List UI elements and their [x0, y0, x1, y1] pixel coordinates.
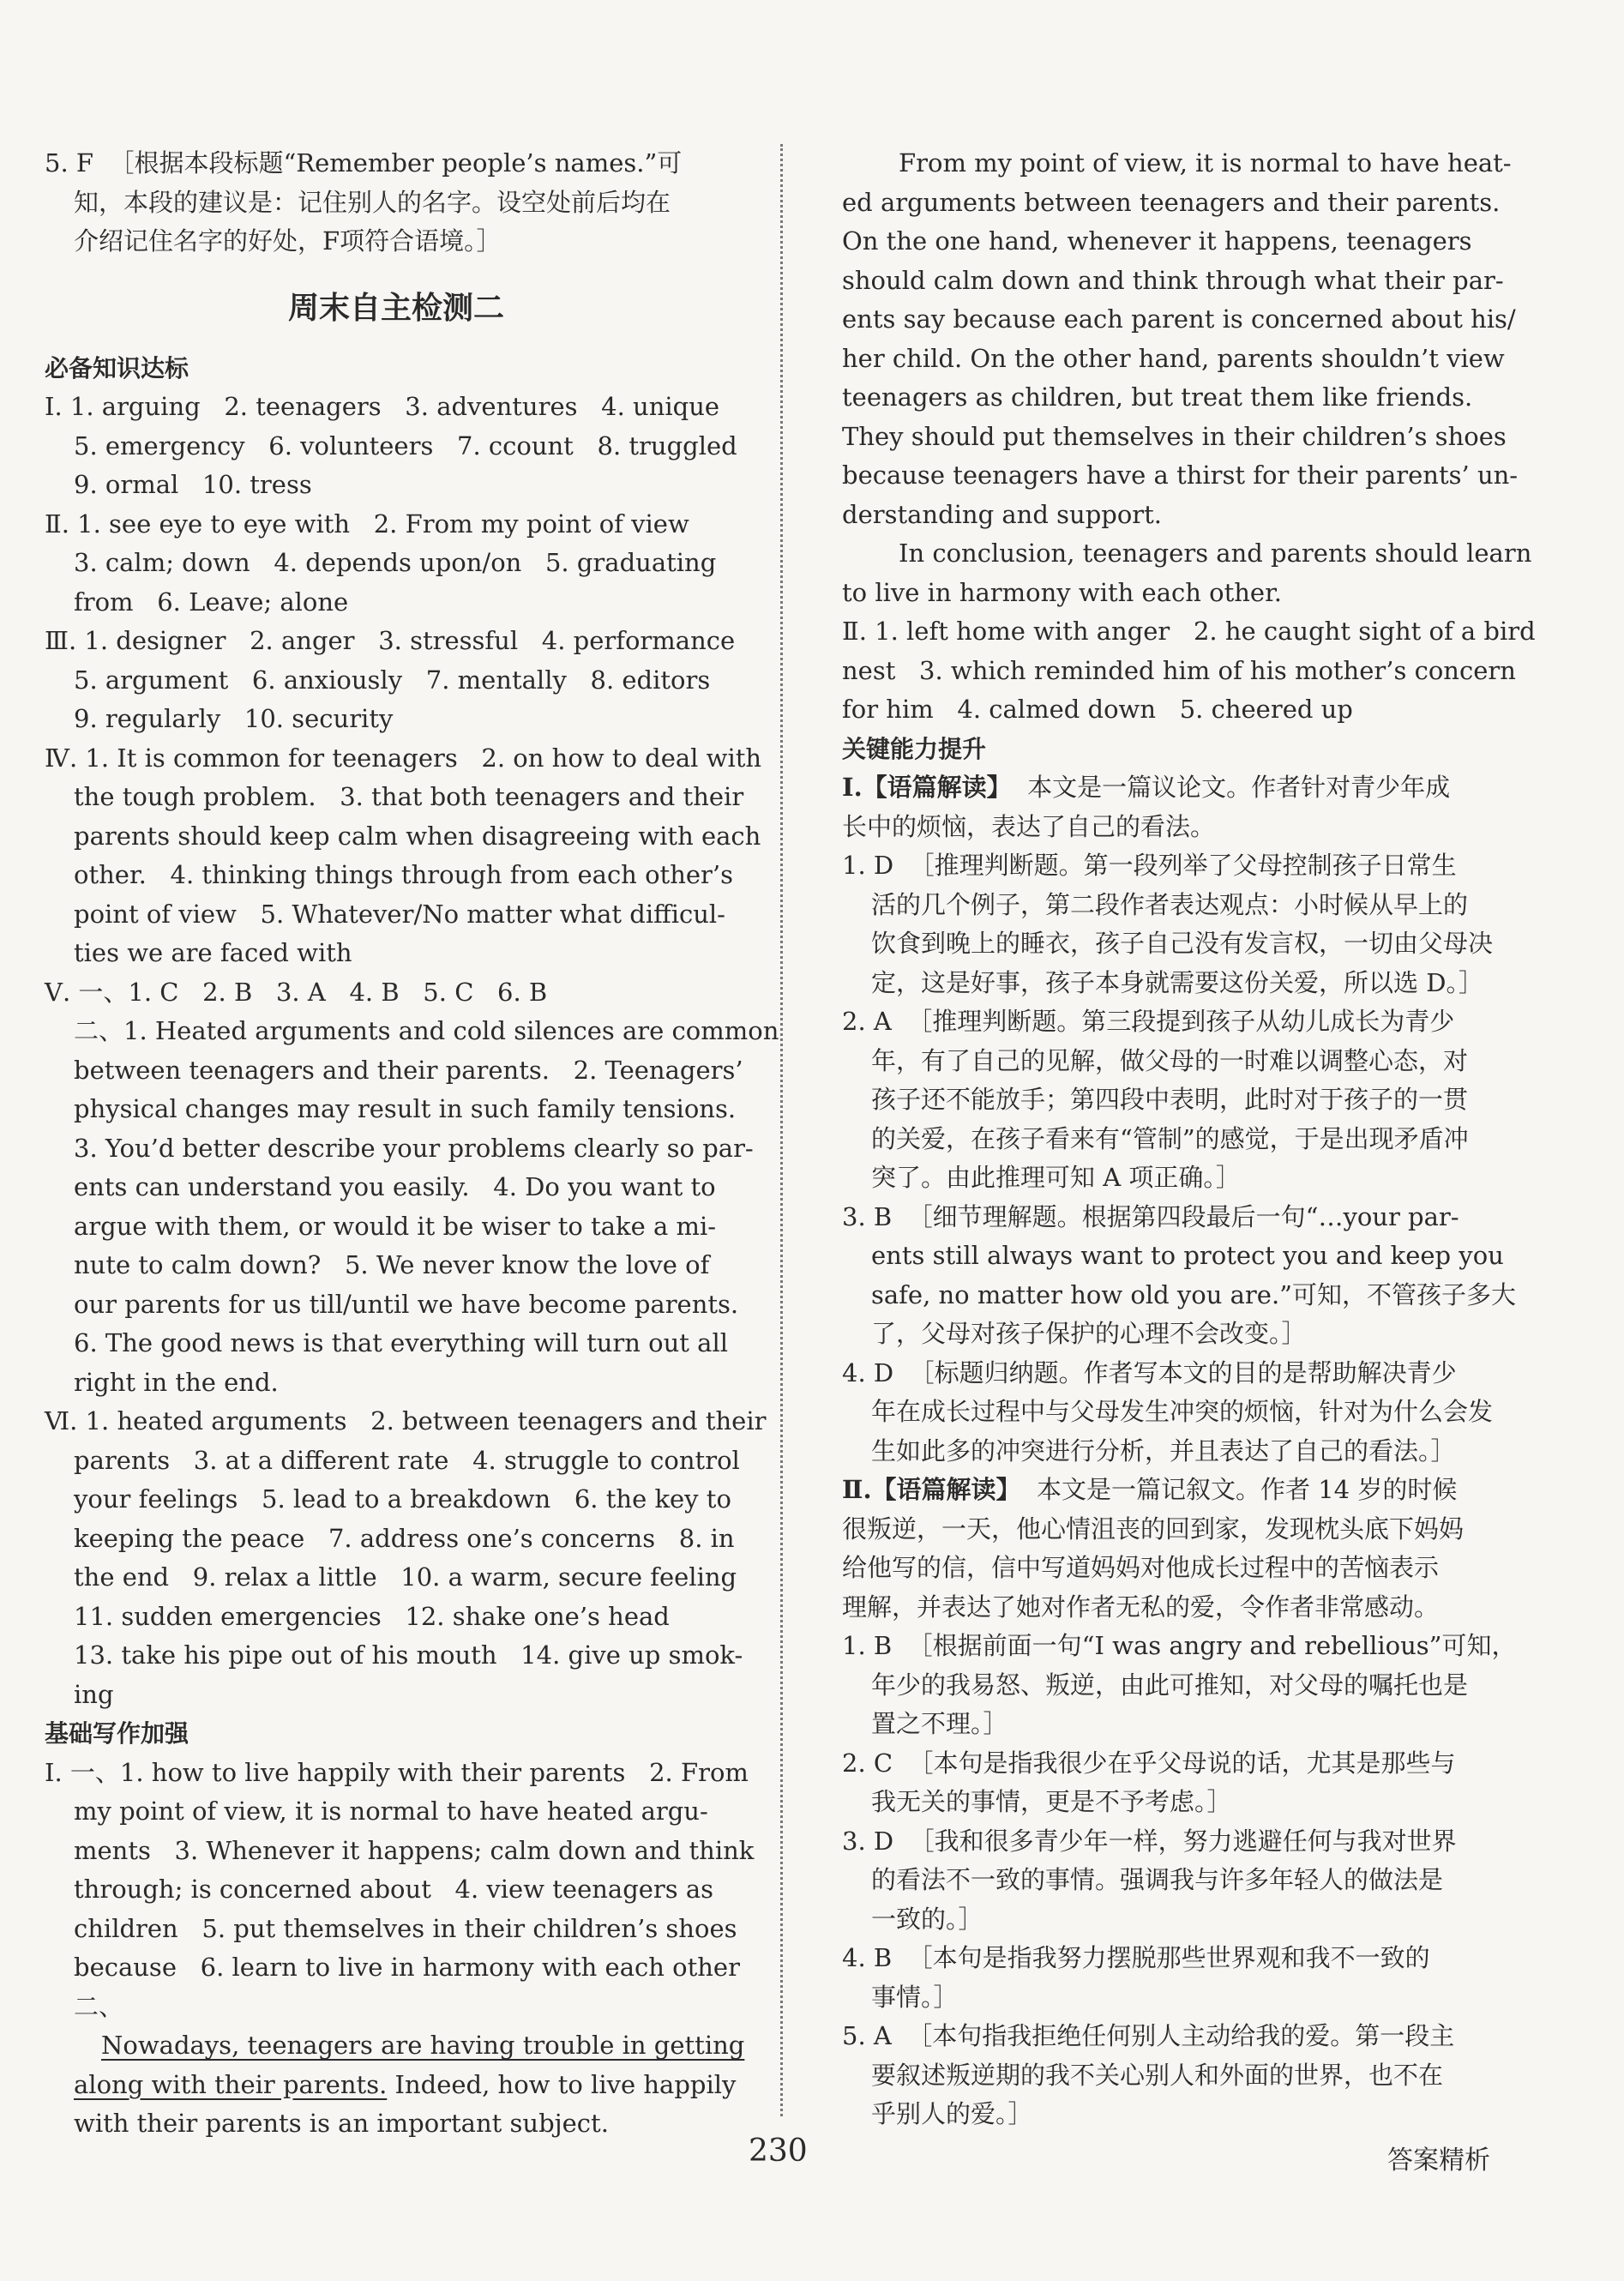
text-line: because 6. learn to live in harmony with each other — [74, 1953, 740, 1982]
passage-summary: 本文是一篇记叙文。作者 14 岁的时候 — [1020, 1475, 1458, 1504]
text-line: 年在成长过程中与父母发生冲突的烦恼，针对为什么会发 — [871, 1397, 1494, 1426]
text-line: 13. take his pipe out of his mouth 14. give up smok- — [74, 1640, 743, 1670]
text-line: 6. The good news is that everything will turn out all — [74, 1328, 729, 1357]
text-line: 年少的我易怒、叛逆，由此可推知，对父母的嘱托也是 — [871, 1670, 1469, 1700]
text-line: the end 9. relax a little 10. a warm, secure feeling — [74, 1562, 737, 1592]
text-line: my point of view, it is normal to have heated argu- — [74, 1797, 708, 1826]
text-line: 事情。］ — [871, 1982, 959, 2012]
text-line: argue with them, or would it be wiser to take a mi- — [74, 1211, 717, 1241]
essay-line: From my point of view, it is normal to have heat- — [899, 148, 1512, 178]
page-title: 周末自主检测二 — [287, 290, 504, 326]
text-line: Ⅴ. 一、1. C 2. B 3. A 4. B 5. C 6. B — [45, 977, 548, 1007]
text-line: 二、1. Heated arguments and cold silences are common — [74, 1016, 779, 1045]
text-line: 生如此多的冲突进行分析，并且表达了自己的看法。］ — [871, 1435, 1456, 1465]
text-line: 二、 — [74, 1991, 124, 2021]
text-line: 年，有了自己的见解，做父母的一时难以调整心态，对 — [871, 1045, 1469, 1075]
text-line: parents should keep calm when disagreeing with each — [74, 821, 761, 851]
essay-line: her child. On the other hand, parents shouldn’t view — [842, 343, 1505, 373]
text-line: 很叛逆，一天，他心情沮丧的回到家，发现枕头底下妈妈 — [842, 1514, 1465, 1544]
column-divider — [780, 144, 783, 2116]
text-line: 4. B ［本句是指我努力摆脱那些世界观和我不一致的 — [842, 1943, 1430, 1972]
section-heading: 关键能力提升 — [842, 734, 987, 763]
text-line: physical changes may result in such family tensions. — [74, 1094, 737, 1123]
text-line: the tough problem. 3. that both teenagers and their — [74, 782, 744, 811]
text-line: parents 3. at a different rate 4. struggle to control — [74, 1445, 740, 1475]
text-line: keeping the peace 7. address one’s concerns 8. in — [74, 1523, 735, 1553]
essay-line: because teenagers have a thirst for their parents’ un- — [842, 460, 1519, 490]
passage-tag: Ⅱ.【语篇解读】 — [842, 1475, 1021, 1504]
text-line: right in the end. — [74, 1367, 279, 1397]
section-heading: 基础写作加强 — [45, 1719, 189, 1748]
text-line: 长中的烦恼，表达了自己的看法。 — [842, 811, 1216, 841]
text-line: 3. D ［我和很多青少年一样，努力逃避任何与我对世界 — [842, 1826, 1457, 1856]
text-line: 活的几个例子，第二段作者表达观点：小时候从早上的 — [871, 889, 1469, 919]
text-line: 5. argument 6. anxiously 7. mentally 8. editors — [74, 665, 711, 695]
text-line: our parents for us till/until we have become parents. — [74, 1289, 739, 1319]
text-line: 饮食到晚上的睡衣，孩子自己没有发言权，一切由父母决 — [871, 929, 1494, 958]
text-line: children 5. put themselves in their children’s shoes — [74, 1913, 737, 1943]
text-line: Ⅳ. 1. It is common for teenagers 2. on how to deal with — [45, 743, 762, 773]
essay-line: derstanding and support. — [842, 499, 1163, 529]
text-line: 知，本段的建议是：记住别人的名字。设空处前后均在 — [74, 187, 671, 217]
text-line: 3. B ［细节理解题。根据第四段最后一句“…your par- — [842, 1201, 1459, 1231]
text-line: for him 4. calmed down 5. cheered up — [842, 695, 1353, 724]
left-column — [45, 144, 779, 2144]
text-line: 2. C ［本句是指我很少在乎父母说的话，尤其是那些与 — [842, 1748, 1456, 1778]
text-line: between teenagers and their parents. 2. Teenagers’ — [74, 1055, 743, 1085]
text-line: 乎别人的爱。］ — [871, 2099, 1033, 2128]
text-line: 4. D ［标题归纳题。作者写本文的目的是帮助解决青少 — [842, 1357, 1457, 1387]
text-line: 的关爱，在孩子看来有“管制”的感觉，于是出现矛盾冲 — [871, 1123, 1469, 1153]
text-line: 一致的。］ — [871, 1904, 983, 1934]
text-line: 1. B ［根据前面一句“I was angry and rebellious”可知， — [842, 1631, 1517, 1660]
essay-line — [45, 2026, 748, 2066]
text-line: safe, no matter how old you are.”可知，不管孩子多大 — [871, 1279, 1516, 1309]
text-line: from 6. Leave; alone — [74, 587, 349, 617]
section-heading: 必备知识达标 — [45, 353, 189, 382]
text-line — [842, 1471, 1511, 1510]
text-line: Ⅲ. 1. designer 2. anger 3. stressful 4. performance — [45, 626, 736, 655]
text-line: 定，这是好事，孩子本身就需要这份关爱，所以选 D。］ — [871, 967, 1483, 997]
text-line: nute to calm down? 5. We never know the love of — [74, 1250, 710, 1279]
text-line: 5. F ［根据本段标题“Remember people’s names.”可 — [45, 148, 683, 178]
text-line: 11. sudden emergencies 12. shake one’s head — [74, 1601, 670, 1631]
passage-tag: Ⅰ.【语篇解读】 — [842, 773, 1012, 802]
essay-line: ents say because each parent is concerned about his/ — [842, 304, 1516, 334]
essay-line: In conclusion, teenagers and parents should learn — [899, 539, 1532, 568]
text-line: 了，父母对孩子保护的心理不会改变。］ — [871, 1319, 1307, 1348]
essay-line — [45, 2066, 748, 2105]
essay-line: They should put themselves in their children’s shoes — [842, 421, 1507, 451]
text-line: Ⅱ. 1. see eye to eye with 2. From my point of view — [45, 509, 689, 539]
text-line: 的看法不一致的事情。强调我与许多年轻人的做法是 — [871, 1865, 1444, 1894]
text-line: 2. A ［推理判断题。第三段提到孩子从幼儿成长为青少 — [842, 1007, 1455, 1036]
text-line: 我无关的事情，更是不予考虑。］ — [871, 1787, 1232, 1816]
text-line: 5. A ［本句指我拒绝任何别人主动给我的爱。第一段主 — [842, 2021, 1455, 2050]
text-line: ing — [74, 1679, 114, 1709]
page-number: 230 — [749, 2134, 808, 2169]
essay-line: teenagers as children, but treat them like friends. — [842, 382, 1473, 412]
text-line: ents still always want to protect you and keep you — [871, 1241, 1504, 1270]
footer-label: 答案精析 — [1387, 2146, 1490, 2176]
essay-text: Indeed, how to live happily — [387, 2069, 737, 2099]
essay-line: On the one hand, whenever it happens, teenagers — [842, 226, 1472, 256]
text-line: 理解，并表达了她对作者无私的爱，令作者非常感动。 — [842, 1592, 1440, 1622]
right-column — [842, 144, 1536, 2134]
text-line: your feelings 5. lead to a breakdown 6. the key to — [74, 1484, 731, 1514]
text-line: 3. You’d better describe your problems clearly so par- — [74, 1133, 754, 1163]
text-line: 介绍记住名字的好处，F项符合语境。］ — [74, 226, 502, 256]
text-line: Ⅱ. 1. left home with anger 2. he caught sight of a bird — [842, 617, 1536, 646]
passage-summary: 本文是一篇议论文。作者针对青少年成 — [1011, 773, 1451, 802]
text-line: 1. D ［推理判断题。第一段列举了父母控制孩子日常生 — [842, 851, 1457, 880]
text-line: 5. emergency 6. volunteers 7. ccount 8. truggled — [74, 430, 737, 460]
text-line: 给他写的信，信中写道妈妈对他成长过程中的苦恼表示 — [842, 1553, 1440, 1582]
essay-line: should calm down and think through what their par- — [842, 265, 1504, 295]
underlined-topic-sentence: Nowadays, teenagers are having trouble in getting — [101, 2031, 745, 2060]
text-line: Ⅰ. 一、1. how to live happily with their parents 2. From — [45, 1757, 749, 1787]
text-line: through; is concerned about 4. view teenagers as — [74, 1875, 714, 1904]
text-line: Ⅰ. 1. arguing 2. teenagers 3. adventures 4. unique — [45, 392, 720, 421]
text-line: 置之不理。］ — [871, 1709, 1008, 1738]
essay-line: with their parents is an important subject. — [74, 2109, 609, 2138]
text-line: nest 3. which reminded him of his mother’s concern — [842, 655, 1516, 685]
text-line: Ⅵ. 1. heated arguments 2. between teenagers and their — [45, 1406, 767, 1435]
text-line: 9. regularly 10. security — [74, 704, 394, 733]
text-line: 3. calm; down 4. depends upon/on 5. graduating — [74, 548, 717, 577]
text-line: 突了。由此推理可知 A 项正确。］ — [871, 1163, 1241, 1192]
essay-line: ed arguments between teenagers and their parents. — [842, 187, 1501, 217]
text-line: ents can understand you easily. 4. Do you want to — [74, 1172, 716, 1201]
text-line: 要叙述叛逆期的我不关心别人和外面的世界，也不在 — [871, 2060, 1444, 2090]
text-line: 孩子还不能放手；第四段中表明，此时对于孩子的一贯 — [871, 1085, 1469, 1114]
text-line: ties we are faced with — [74, 938, 352, 967]
text-line: point of view 5. Whatever/No matter what difficul- — [74, 899, 725, 929]
text-line: 9. ormal 10. tress — [74, 470, 312, 499]
text-line: other. 4. thinking things through from each other’s — [74, 860, 733, 889]
text-line: ments 3. Whenever it happens; calm down and think — [74, 1835, 755, 1865]
essay-line: to live in harmony with each other. — [842, 577, 1282, 607]
text-line — [842, 768, 1511, 808]
underlined-topic-sentence: along with their parents. — [74, 2069, 388, 2099]
